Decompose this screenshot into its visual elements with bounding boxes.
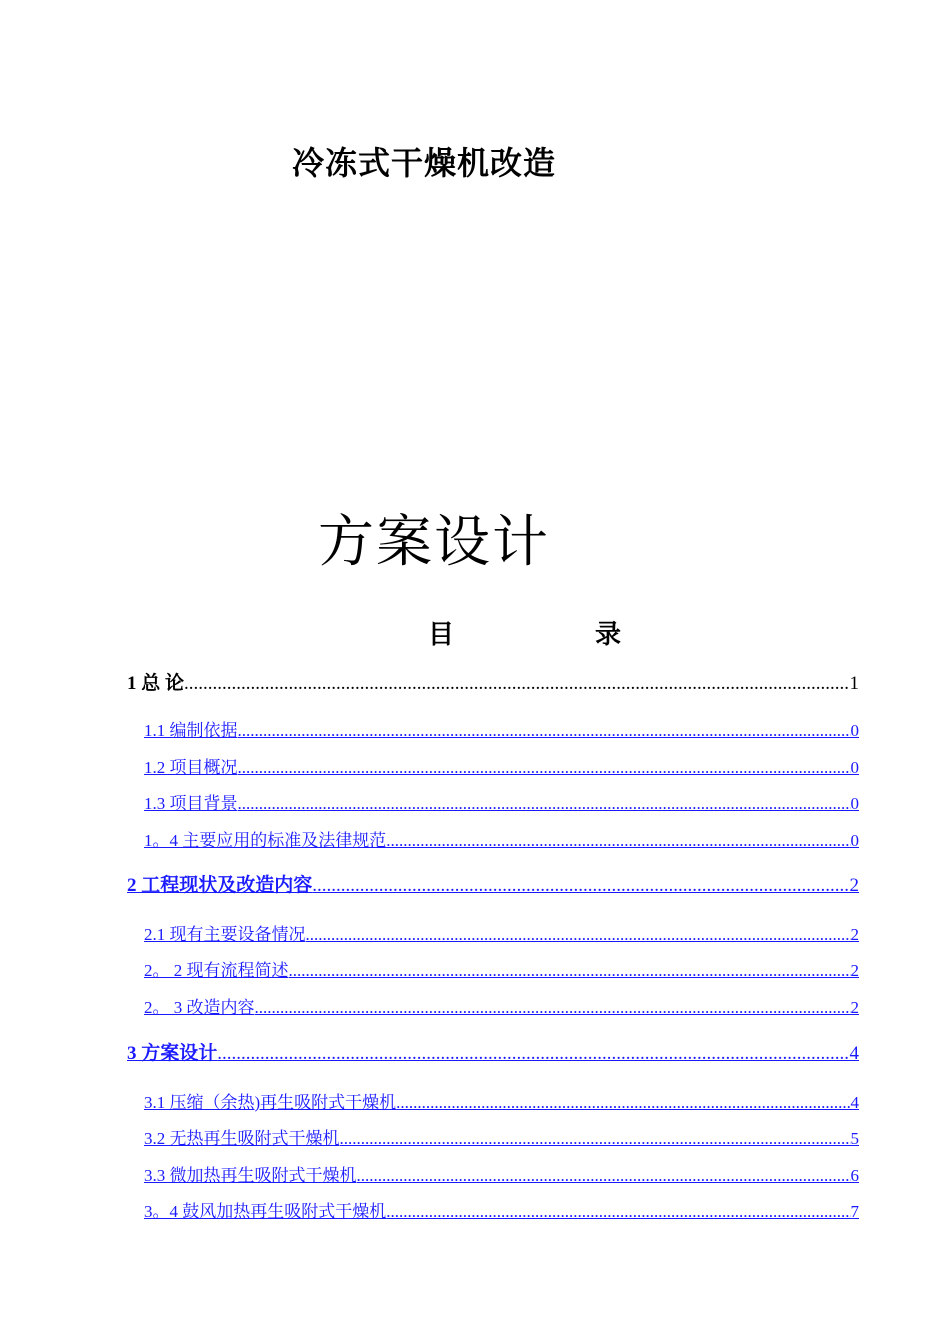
toc-entry-3-1[interactable]: [144, 1088, 859, 1113]
toc-entry-label: 3.2 无热再生吸附式干燥机: [144, 1129, 340, 1148]
toc-entry-label: 3 方案设计: [127, 1043, 218, 1064]
toc-entry-label: 3.3 微加热再生吸附式干燥机: [144, 1166, 357, 1185]
toc-leader-dots: [386, 831, 850, 851]
toc-leader-dots: [238, 758, 851, 778]
toc-entry-page: 1: [849, 673, 859, 694]
document-title: 冷冻式干燥机改造: [292, 144, 557, 182]
toc-entry-label: 1.3 项目背景: [144, 794, 238, 813]
toc-entry-1[interactable]: [127, 668, 859, 695]
toc-leader-dots: [238, 721, 851, 741]
toc-entry-page: 0: [850, 831, 859, 850]
toc-entry-3-3[interactable]: [144, 1161, 859, 1186]
toc-leader-dots: [289, 961, 851, 981]
toc-entry-page: 5: [850, 1129, 859, 1148]
toc-entry-page: 6: [850, 1166, 859, 1185]
toc-entry-2-3[interactable]: [144, 993, 859, 1018]
toc-entry-page: 2: [850, 998, 859, 1017]
toc-leader-dots: [255, 998, 851, 1018]
toc-entry-page: 7: [850, 1202, 859, 1221]
toc-leader-dots: [238, 794, 851, 814]
toc-entry-label: 1。4 主要应用的标准及法律规范: [144, 831, 387, 850]
toc-entry-1-4[interactable]: [144, 826, 859, 851]
toc-entry-page: 4: [850, 1093, 859, 1112]
toc-entry-page: 2: [849, 875, 859, 896]
toc-leader-dots: [184, 673, 849, 695]
toc-entry-1-2[interactable]: [144, 753, 859, 778]
toc-entry-3-2[interactable]: [144, 1124, 859, 1149]
document-subtitle: 方案设计: [318, 510, 550, 575]
toc-entry-label: 2。 3 改造内容: [144, 998, 255, 1017]
toc-entry-label: 1.1 编制依据: [144, 721, 238, 740]
toc-entry-3-4[interactable]: [144, 1197, 859, 1222]
toc-entry-page: 0: [850, 794, 859, 813]
toc-entry-label: 3.1 压缩（余热)再生吸附式干燥机: [144, 1093, 397, 1112]
toc-leader-dots: [217, 1043, 849, 1065]
toc-entry-page: 2: [850, 961, 859, 980]
toc-entry-page: 0: [850, 758, 859, 777]
toc-leader-dots: [357, 1166, 851, 1186]
toc-leader-dots: [396, 1093, 850, 1113]
toc-entry-label: 2 工程现状及改造内容: [127, 875, 313, 896]
toc-entry-label: 1.2 项目概况: [144, 758, 238, 777]
toc-entry-page: 4: [849, 1043, 859, 1064]
toc-entry-2[interactable]: [127, 870, 859, 897]
toc-entry-page: 0: [850, 721, 859, 740]
toc-entry-page: 2: [850, 925, 859, 944]
toc-heading: 目 录: [428, 620, 688, 650]
toc-entry-2-2[interactable]: [144, 956, 859, 981]
toc-entry-label: 2。 2 现有流程简述: [144, 961, 289, 980]
toc-leader-dots: [340, 1129, 851, 1149]
toc-entry-1-3[interactable]: [144, 789, 859, 814]
toc-entry-3[interactable]: [127, 1038, 859, 1065]
toc-entry-1-1[interactable]: [144, 716, 859, 741]
toc-entry-label: 2.1 现有主要设备情况: [144, 925, 306, 944]
toc-entry-label: 1 总 论: [127, 673, 185, 694]
toc-entry-label: 3。4 鼓风加热再生吸附式干燥机: [144, 1202, 387, 1221]
toc-entry-2-1[interactable]: [144, 920, 859, 945]
toc-leader-dots: [306, 925, 851, 945]
toc-leader-dots: [386, 1202, 850, 1222]
toc-leader-dots: [312, 875, 849, 897]
